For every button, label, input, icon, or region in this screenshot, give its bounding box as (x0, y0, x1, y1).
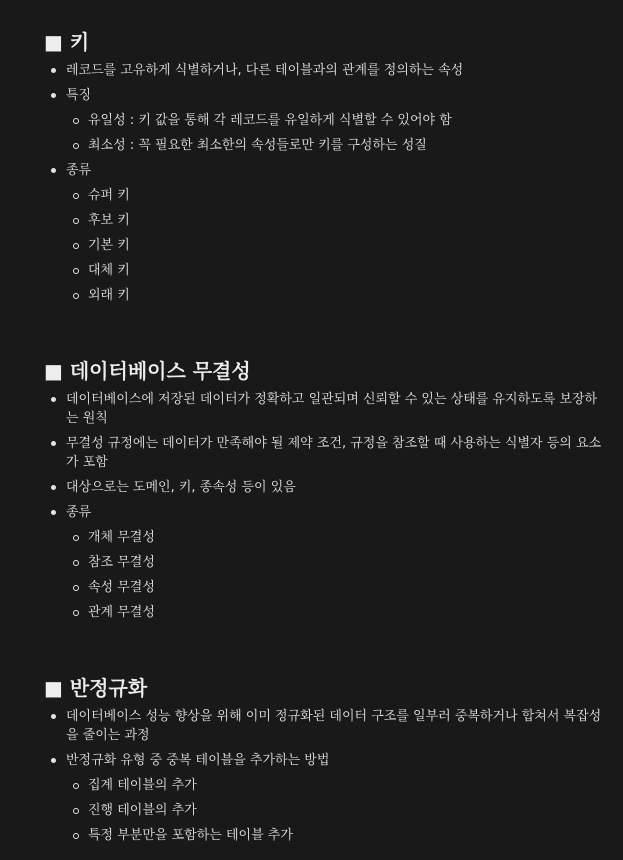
list-item (44, 86, 604, 155)
sub-list-item (66, 801, 604, 820)
section-heading: ■ 데이터베이스 무결성 (44, 359, 251, 383)
list-item (44, 390, 604, 428)
list-item-text: 대상으로는 도메인, 키, 종속성 등이 있음 (66, 478, 604, 497)
list-item (44, 478, 604, 497)
list-item-text: 반정규화 유형 중 중복 테이블을 추가하는 방법 (66, 751, 604, 770)
list-item-text: 종류 (66, 503, 604, 522)
sub-list-item-text: 개체 무결성 (88, 528, 604, 547)
list-item (44, 751, 604, 845)
list-item-text: 데이터베이스에 저장된 데이터가 정확하고 일관되며 신뢰할 수 있는 상태를 유지하도록 보장하는 원칙 (66, 390, 604, 428)
bullet-list (44, 61, 604, 305)
list-item-text: 무결성 규정에는 데이터가 만족해야 될 제약 조건, 규정을 참조할 때 사용하는 식별자 등의 요소가 포함 (66, 434, 604, 472)
section-denormalization (44, 675, 604, 845)
sub-list-item (66, 553, 604, 572)
list-item-text: 특징 (66, 86, 604, 105)
section-heading: ■ 반정규화 (44, 676, 148, 700)
list-item (44, 434, 604, 472)
sub-list-item-text: 특정 부분만을 포함하는 테이블 추가 (88, 826, 604, 845)
sub-list-item-text: 집계 테이블의 추가 (88, 776, 604, 795)
sub-list-item (66, 286, 604, 305)
list-item (44, 707, 604, 745)
sub-list-item (66, 236, 604, 255)
sub-list-item (66, 111, 604, 130)
sub-list-item (66, 261, 604, 280)
sub-list (66, 186, 604, 305)
sub-list (66, 776, 604, 845)
list-item-text: 데이터베이스 성능 향상을 위해 이미 정규화된 데이터 구조를 일부러 중복하거나 합쳐서 복잡성을 줄이는 과정 (66, 707, 604, 745)
sub-list-item (66, 826, 604, 845)
sub-list-item (66, 776, 604, 795)
sub-list-item-text: 관계 무결성 (88, 603, 604, 622)
sub-list-item-text: 후보 키 (88, 211, 604, 230)
sub-list-item (66, 186, 604, 205)
sub-list-item-text: 최소성 : 꼭 필요한 최소한의 속성들로만 키를 구성하는 성질 (88, 136, 604, 155)
sub-list-item-text: 참조 무결성 (88, 553, 604, 572)
list-item (44, 503, 604, 622)
sub-list-item (66, 528, 604, 547)
sub-list-item (66, 603, 604, 622)
sub-list-item-text: 슈퍼 키 (88, 186, 604, 205)
list-item (44, 161, 604, 305)
sub-list-item (66, 578, 604, 597)
sub-list-item (66, 211, 604, 230)
list-item-text: 종류 (66, 161, 604, 180)
sub-list (66, 111, 604, 155)
sub-list-item-text: 유일성 : 키 값을 통해 각 레코드를 유일하게 식별할 수 있어야 함 (88, 111, 604, 130)
section-key (44, 29, 604, 305)
sub-list-item-text: 대체 키 (88, 261, 604, 280)
bullet-list (44, 390, 604, 622)
sub-list-item (66, 136, 604, 155)
section-heading: ■ 키 (44, 30, 90, 54)
sub-list-item-text: 외래 키 (88, 286, 604, 305)
sub-list-item-text: 진행 테이블의 추가 (88, 801, 604, 820)
section-integrity (44, 358, 604, 622)
list-item (44, 61, 604, 80)
bullet-list (44, 707, 604, 845)
sub-list (66, 528, 604, 622)
sub-list-item-text: 속성 무결성 (88, 578, 604, 597)
list-item-text: 레코드를 고유하게 식별하거나, 다른 테이블과의 관계를 정의하는 속성 (66, 61, 604, 80)
sub-list-item-text: 기본 키 (88, 236, 604, 255)
